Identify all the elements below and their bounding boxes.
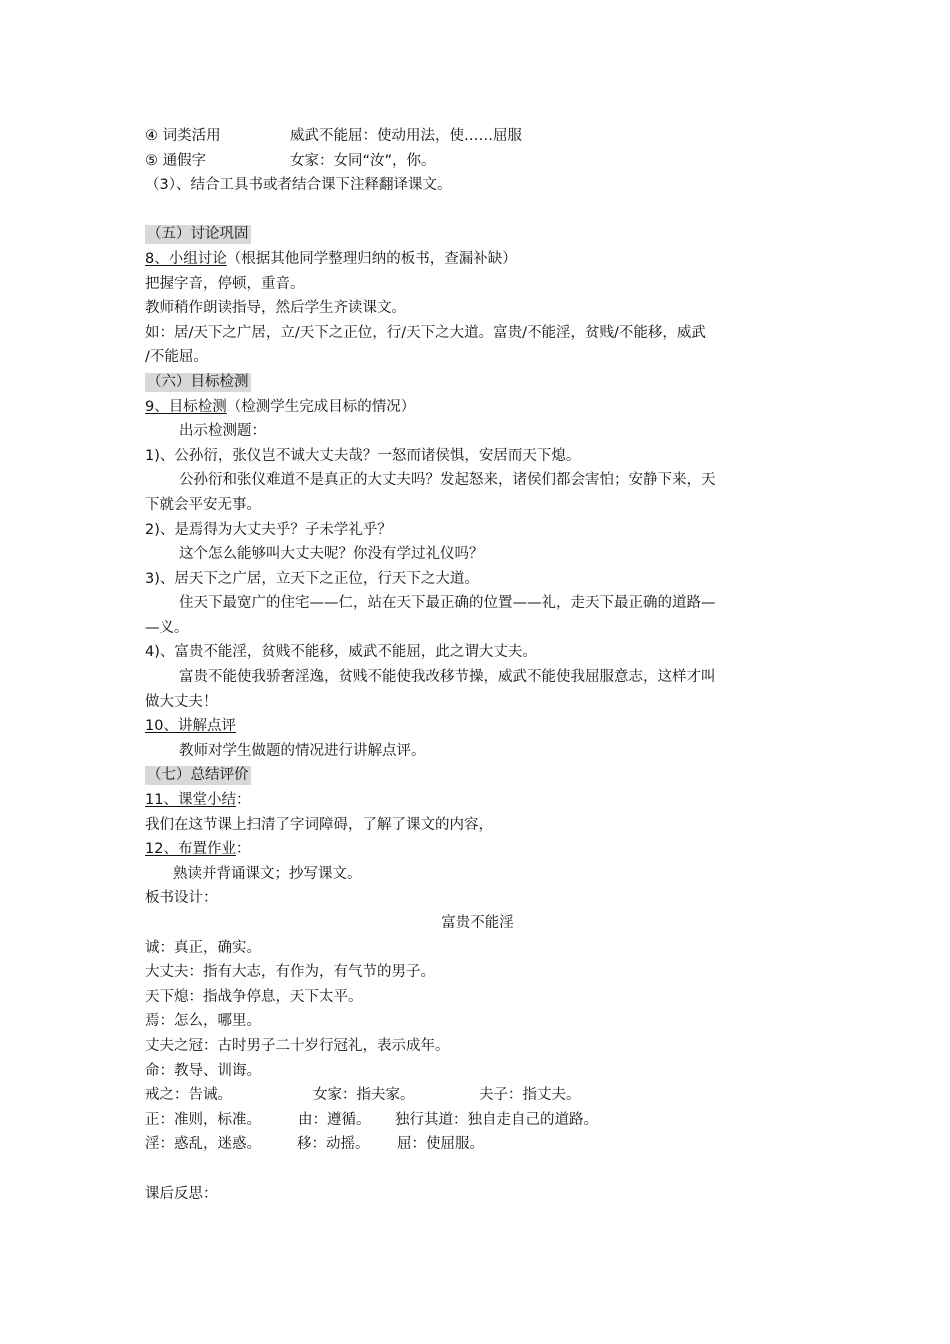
gloss-item: 正：准则，标准。 — [145, 1111, 261, 1128]
row-text: 女家：女同“汝”，你。 — [290, 152, 436, 169]
gloss-item: 独行其道：独自走自己的道路。 — [395, 1111, 598, 1128]
gloss-item: 命：教导、训诲。 — [145, 1062, 261, 1079]
document-body — [145, 124, 810, 1206]
question: 3)、居天下之广居，立天下之正位，行天下之大道。 — [145, 570, 479, 587]
paragraph: 如：居/天下之广居，立/天下之正位，行/天下之大道。富贵/不能淫，贫贱/不能移，威武 — [145, 324, 706, 341]
row-word-usage — [145, 124, 810, 149]
gloss-item: 夫子：指丈夫。 — [479, 1087, 581, 1104]
row-loan-character — [145, 149, 810, 174]
row-text: 威武不能屈：使动用法，使……屈服 — [290, 128, 522, 144]
answer: —义。 — [145, 619, 189, 636]
gloss-row — [145, 1108, 810, 1133]
gloss-item: 由：遵循。 — [298, 1111, 371, 1128]
paragraph: /不能屈。 — [145, 349, 208, 366]
paragraph: 出示检测题： — [179, 423, 266, 440]
gloss-item: 戒之：告诫。 — [145, 1087, 232, 1104]
answer: 公孙衍和张仪难道不是真正的大丈夫吗？发起怒来，诸侯们都会害怕；安静下来，天 — [179, 472, 716, 489]
answer: 住天下最宽广的住宅——仁，站在天下最正确的位置——礼，走天下最正确的道路— — [179, 595, 716, 612]
paragraph: （3）、结合工具书或者结合课下注释翻译课文。 — [145, 177, 452, 194]
section-heading: （五）讨论巩固 — [147, 226, 249, 243]
gloss-item: 丈夫之冠：古时男子二十岁行冠礼，表示成年。 — [145, 1037, 450, 1054]
section-heading: （六）目标检测 — [147, 373, 249, 390]
answer: 这个怎么能够叫大丈夫呢？你没有学过礼仪吗？ — [179, 546, 484, 563]
paragraph: 教师对学生做题的情况进行讲解点评。 — [179, 742, 426, 759]
paragraph: 把握字音，停顿，重音。 — [145, 275, 305, 292]
gloss-item: 淫：惑乱，迷惑。 — [145, 1136, 261, 1153]
row-label: ④ 词类活用 — [145, 128, 221, 144]
paragraph: 教师稍作朗读指导，然后学生齐读课文。 — [145, 300, 406, 317]
question: 4)、富贵不能淫，贫贱不能移，威武不能屈，此之谓大丈夫。 — [145, 644, 537, 661]
gloss-row — [145, 1132, 810, 1157]
row-label: ⑤ 通假字 — [145, 152, 207, 169]
gloss-item: 诚：真正，确实。 — [145, 939, 261, 956]
gloss-item: 大丈夫：指有大志，有作为，有气节的男子。 — [145, 964, 435, 981]
gloss-item: 天下熄：指战争停息，天下太平。 — [145, 988, 363, 1005]
paragraph: 熟读并背诵课文；抄写课文。 — [173, 865, 362, 882]
question: 2)、是焉得为大丈夫乎？子未学礼乎？ — [145, 521, 392, 538]
item-heading: 10、讲解点评 — [145, 718, 236, 735]
item-heading: 11、课堂小结： — [145, 792, 251, 809]
paragraph: 我们在这节课上扫清了字词障碍，了解了课文的内容， — [145, 816, 493, 833]
question: 1)、公孙衍，张仪岂不诚大丈夫哉？一怒而诸侯惧，安居而天下熄。 — [145, 447, 581, 464]
gloss-item: 焉：怎么，哪里。 — [145, 1013, 261, 1030]
gloss-item: 移：动摇。 — [297, 1136, 370, 1153]
item-heading: 12、布置作业： — [145, 841, 251, 858]
answer: 做大丈夫！ — [145, 693, 218, 710]
reflection-label: 课后反思： — [145, 1185, 218, 1202]
gloss-row — [145, 1083, 810, 1108]
board-label: 板书设计： — [145, 890, 218, 907]
gloss-item: 屈：使屈服。 — [397, 1136, 484, 1153]
gloss-item: 女家：指夫家。 — [313, 1087, 415, 1104]
board-title: 富贵不能淫 — [441, 915, 514, 931]
item-heading: 8、小组讨论（根据其他同学整理归纳的板书，查漏补缺） — [145, 250, 517, 267]
section-heading: （七）总结评价 — [147, 767, 249, 784]
answer: 下就会平安无事。 — [145, 496, 261, 513]
item-heading: 9、目标检测（检测学生完成目标的情况） — [145, 398, 416, 415]
answer: 富贵不能使我骄奢淫逸，贫贱不能使我改移节操，威武不能使我屈服意志，这样才叫 — [179, 669, 716, 686]
